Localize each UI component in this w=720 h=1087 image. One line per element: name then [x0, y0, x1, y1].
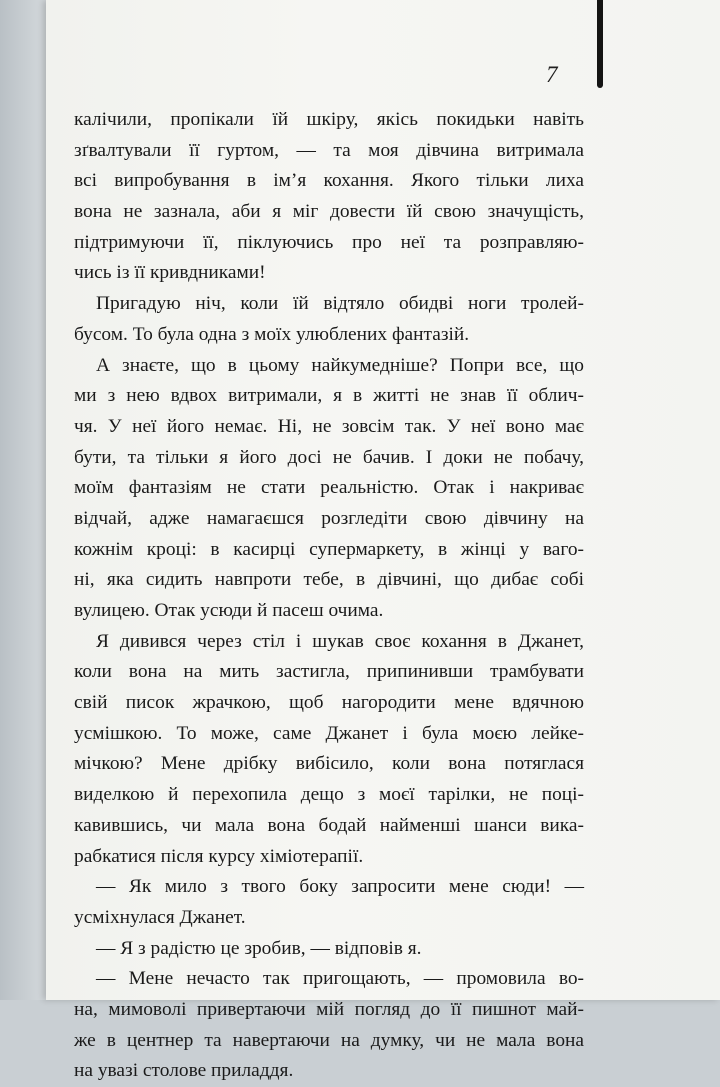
- text-line: же в центнер та навертаючи на думку, чи не мала вона: [74, 1029, 584, 1051]
- text-line: рабкатися після курсу хіміотерапії.: [74, 845, 364, 867]
- text-line: вулицею. Отак усюди й пасеш очима.: [74, 600, 384, 621]
- text-line: — Я з радістю це зробив, — відповів я.: [96, 937, 422, 959]
- page-number: 7: [546, 62, 558, 87]
- text-line: відчай, адже намагаєшся розгледіти свою дівчину на: [74, 507, 584, 529]
- text-line: всі випробування в ім’я кохання. Якого тільки лиха: [74, 170, 584, 192]
- text-line: на, мимоволі привертаючи мій погляд до її пишнот май-: [74, 998, 584, 1020]
- text-line: мічкою? Мене дрібку вибісило, коли вона потяглася: [74, 753, 584, 775]
- text-line: усмішкою. То може, саме Джанет і була моєю лейке-: [74, 722, 584, 744]
- text-line: чя. У неї його немає. Ні, не зовсім так. У неї воно має: [74, 415, 584, 437]
- text-line: бути, та тільки я його досі не бачив. І доки не побачу,: [74, 446, 584, 468]
- body-text: [74, 105, 584, 1087]
- text-line: А знаєте, що в цьому найкумедніше? Попри все, що: [96, 354, 584, 376]
- text-line: калічили, пропікали їй шкіру, якісь покидьки навіть: [74, 109, 584, 130]
- text-line: на увазі столове приладдя.: [74, 1060, 294, 1082]
- text-line: свій писок жрачкою, щоб нагородити мене вдячною: [74, 692, 584, 714]
- text-line: Пригадую ніч, коли їй відтяло обидві ноги тролей-: [96, 293, 584, 315]
- bookmark-ribbon: [597, 0, 603, 88]
- text-line: Я дивився через стіл і шукав своє кохання в Джанет,: [96, 630, 584, 652]
- text-line: коли вона на мить застигла, припинивши трамбувати: [74, 661, 584, 683]
- text-line: зґвалтували її гуртом, — та моя дівчина витримала: [74, 139, 584, 161]
- text-line: — Мене нечасто так пригощають, — промовила во-: [96, 968, 584, 990]
- text-line: кожнім кроці: в касирці супермаркету, в жінці у ваго-: [74, 538, 584, 560]
- text-line: виделкою й перехопила дещо з моєї тарілки, не поці-: [74, 784, 584, 806]
- text-line: — Як мило з твого боку запросити мене сюди! —: [96, 876, 584, 898]
- text-line: вона не зазнала, аби я міг довести їй свою значущість,: [74, 201, 584, 223]
- text-line: бусом. То була одна з моїх улюблених фантазій.: [74, 323, 470, 345]
- text-line: чись із її кривдниками!: [74, 262, 266, 284]
- text-line: ми з нею вдвох витримали, я в житті не знав її облич-: [74, 385, 584, 407]
- text-line: кавившись, чи мала вона бодай найменші шанси вика-: [74, 814, 584, 836]
- book-gutter-shadow: [0, 0, 46, 1000]
- text-line: ні, яка сидить навпроти тебе, в дівчині, що дибає собі: [74, 569, 584, 591]
- text-line: підтримуючи її, піклуючись про неї та розправляю-: [74, 231, 584, 253]
- text-line: усміхнулася Джанет.: [74, 906, 246, 928]
- text-line: моїм фантазіям не стати реальністю. Отак і накриває: [74, 477, 584, 499]
